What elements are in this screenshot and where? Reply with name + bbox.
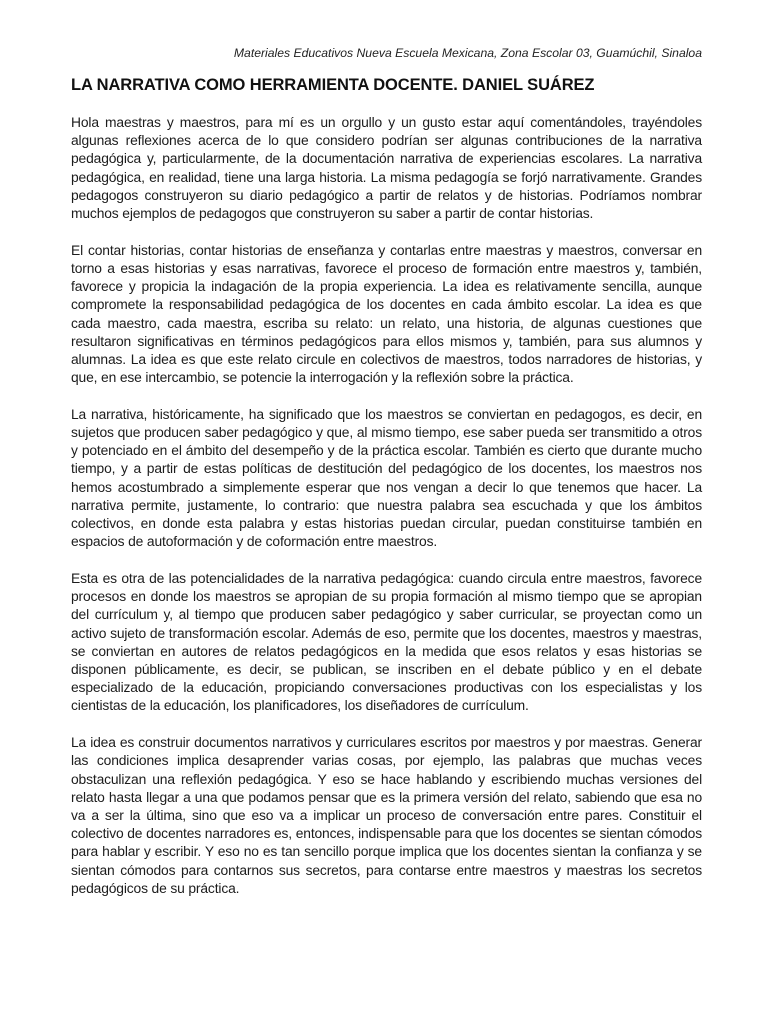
- paragraph-3: La narrativa, históricamente, ha significado que los maestros se conviertan en pedagogos, es decir, en sujetos que producen saber pedagógico y que, al mismo tiempo, ese saber pueda ser transmitido a otros y potenciado en el ámbito del desempeño y de la práctica escolar. También es cierto que durante mucho tiempo, y a partir de estas políticas de destitución del pedagógico de los docentes, los maestros nos hemos acostumbrado a simplemente esperar que nos vengan a decir lo que tenemos que hacer. La narrativa permite, justamente, lo contrario: que nuestra palabra sea escuchada y que los ámbitos colectivos, en donde esta palabra y estas historias puedan circular, puedan constituirse también en espacios de autoformación y de coformación entre maestros.: [71, 405, 702, 550]
- document-title: LA NARRATIVA COMO HERRAMIENTA DOCENTE. DANIEL SUÁREZ: [71, 76, 595, 94]
- document-page: [71, 0, 702, 1024]
- paragraph-2: El contar historias, contar historias de enseñanza y contarlas entre maestras y maestros, conversar en torno a esas historias y esas narrativas, favorece el proceso de formación entre maestros y, también, favorece y propicia la indagación de la propia experiencia. La idea es relativamente sencilla, aunque compromete la responsabilidad pedagógica de los docentes en cada ámbito escolar. La idea es que cada maestro, cada maestra, escriba su relato: un relato, una historia, de algunas cuestiones que resultaron significativas en términos pedagógicos para ellos mismos y, también, para sus alumnos y alumnas. La idea es que este relato circule en colectivos de maestros, todos narradores de historias, y que, en ese intercambio, se potencie la interrogación y la reflexión sobre la práctica.: [71, 241, 702, 386]
- paragraph-4: Esta es otra de las potencialidades de la narrativa pedagógica: cuando circula entre maestros, favorece procesos en donde los maestros se apropian de su propia formación al mismo tiempo que se apropian del currículum y, al tiempo que producen saber pedagógico y saber curricular, se proyectan como un activo sujeto de transformación escolar. Además de eso, permite que los docentes, maestros y maestras, se conviertan en autores de relatos pedagógicos en la medida que esos relatos y esas historias se disponen públicamente, es decir, se publican, se inscriben en el debate público y en el debate especializado de la educación, propiciando conversaciones productivas con los especialistas y los cientistas de la educación, los planificadores, los diseñadores de currículum.: [71, 569, 702, 714]
- paragraph-1: Hola maestras y maestros, para mí es un orgullo y un gusto estar aquí comentándoles, trayéndoles algunas reflexiones acerca de lo que considero podrían ser algunas contribuciones de la narrativa pedagógica y, particularmente, de la documentación narrativa de experiencias escolares. La narrativa pedagógica, en realidad, tiene una larga historia. La misma pedagogía se forjó narrativamente. Grandes pedagogos construyeron su diario pedagógico a partir de relatos y de historias. Podríamos nombrar muchos ejemplos de pedagogos que construyeron su saber a partir de contar historias.: [71, 114, 702, 222]
- source-header: Materiales Educativos Nueva Escuela Mexicana, Zona Escolar 03, Guamúchil, Sinaloa: [233, 46, 702, 60]
- document-body: [71, 113, 702, 915]
- paragraph-5: La idea es construir documentos narrativos y curriculares escritos por maestros y por maestras. Generar las condiciones implica desaprender varias cosas, por ejemplo, las palabras que muchas veces obstaculizan una reflexión pedagógica. Y eso se hace hablando y escribiendo muchas versiones del relato hasta llegar a una que podamos pensar que es la primera versión del relato, sabiendo que esa no va a ser la última, sino que eso va a implicar un proceso de conversación entre pares. Constituir el colectivo de docentes narradores es, entonces, indispensable para que los docentes se sientan cómodos para hablar y escribir. Y eso no es tan sencillo porque implica que los docentes sientan la confianza y se sientan cómodos para contarnos sus secretos, para contarse entre maestros y maestras los secretos pedagógicos de su práctica.: [71, 734, 702, 896]
